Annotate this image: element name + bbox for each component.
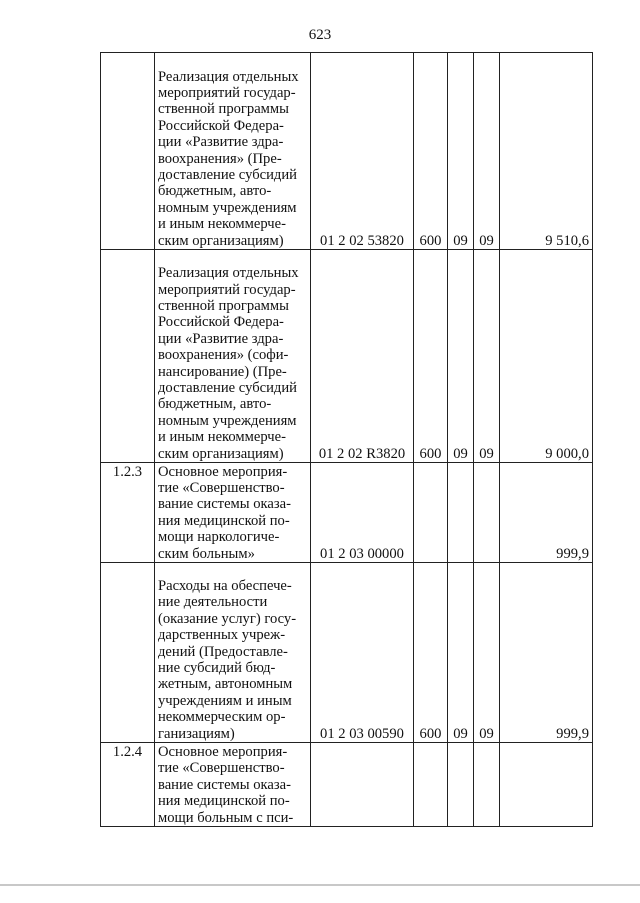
table-row bbox=[101, 53, 593, 250]
amount-cell: 9 510,6 bbox=[500, 53, 593, 250]
item-name-line: ние деятельности bbox=[158, 594, 268, 611]
item-name-line: и иным некоммерче- bbox=[158, 429, 286, 446]
subsection-cell bbox=[474, 463, 500, 563]
expense-type-cell: 600 bbox=[414, 250, 448, 463]
item-name-line: мероприятий государ- bbox=[158, 281, 296, 298]
amount-cell: 999,9 bbox=[500, 563, 593, 743]
item-name-cell bbox=[155, 53, 311, 250]
item-name-line: воохранения» (софи- bbox=[158, 347, 289, 364]
item-name-line: (оказание услуг) госу- bbox=[158, 610, 297, 627]
item-name-cell bbox=[155, 250, 311, 463]
item-name-line: нансирование) (Пре- bbox=[158, 363, 287, 380]
item-name-line: вание системы оказа- bbox=[158, 496, 291, 513]
target-article-code-cell: 01 2 03 00000 bbox=[311, 463, 414, 563]
scan-edge-strip bbox=[0, 884, 640, 886]
amount-cell: 999,9 bbox=[500, 463, 593, 563]
budget-table bbox=[100, 52, 593, 827]
row-number-cell bbox=[101, 563, 155, 743]
target-article-code-cell: 01 2 02 53820 bbox=[311, 53, 414, 250]
item-name-line: тие «Совершенство- bbox=[158, 479, 285, 496]
page-number: 623 bbox=[308, 27, 332, 43]
item-name-line: ственной программы bbox=[158, 297, 289, 314]
expense-type-cell bbox=[414, 463, 448, 563]
item-name-line: тие «Совершенство- bbox=[158, 760, 285, 777]
item-name-line: дарственных учреж- bbox=[158, 627, 286, 644]
item-name-line: Основное мероприя- bbox=[158, 743, 288, 760]
item-name-line: доставление субсидий bbox=[158, 166, 297, 183]
item-name-line: Реализация отдельных bbox=[158, 68, 299, 85]
item-name-line: ции «Развитие здра- bbox=[158, 134, 284, 151]
row-number-cell: 1.2.3 bbox=[101, 463, 155, 563]
expense-type-cell bbox=[414, 743, 448, 827]
row-number-cell bbox=[101, 53, 155, 250]
item-name-line: ции «Развитие здра- bbox=[158, 330, 284, 347]
item-name-line: ским организациям) bbox=[158, 445, 284, 462]
item-name-line: вание системы оказа- bbox=[158, 776, 291, 793]
expense-type-cell: 600 bbox=[414, 53, 448, 250]
item-name-line: дений (Предоставле- bbox=[158, 643, 288, 660]
item-name-line: ским организациям) bbox=[158, 232, 284, 249]
subsection-cell: 09 bbox=[474, 250, 500, 463]
target-article-code-cell: 01 2 02 R3820 bbox=[311, 250, 414, 463]
item-name-line: мероприятий государ- bbox=[158, 84, 296, 101]
item-name-line: ние субсидий бюд- bbox=[158, 659, 276, 676]
table-row bbox=[101, 563, 593, 743]
item-name-line: некоммерческим ор- bbox=[158, 709, 286, 726]
section-cell: 09 bbox=[448, 563, 474, 743]
item-name-line: Российской Федера- bbox=[158, 117, 284, 134]
target-article-code-cell bbox=[311, 743, 414, 827]
item-name-line: мощи больным с пси- bbox=[158, 809, 294, 826]
table-row bbox=[101, 743, 593, 827]
target-article-code-cell: 01 2 03 00590 bbox=[311, 563, 414, 743]
item-name-line: Российской Федера- bbox=[158, 314, 284, 331]
item-name-line: Основное мероприя- bbox=[158, 463, 288, 480]
item-name-cell bbox=[155, 563, 311, 743]
item-name-cell bbox=[155, 743, 311, 827]
item-name-line: номным учреждениям bbox=[158, 412, 297, 429]
amount-cell: 9 000,0 bbox=[500, 250, 593, 463]
item-name-line: ния медицинской по- bbox=[158, 512, 290, 529]
item-name-cell bbox=[155, 463, 311, 563]
table-row bbox=[101, 463, 593, 563]
item-name-line: ния медицинской по- bbox=[158, 793, 290, 810]
item-name-line: ским больным» bbox=[158, 545, 255, 562]
section-cell: 09 bbox=[448, 250, 474, 463]
item-name-line: бюджетным, авто- bbox=[158, 183, 272, 200]
budget-table-body bbox=[101, 53, 593, 827]
subsection-cell: 09 bbox=[474, 563, 500, 743]
item-name-line: ственной программы bbox=[158, 101, 289, 118]
table-row bbox=[101, 250, 593, 463]
item-name-line: мощи наркологиче- bbox=[158, 529, 280, 546]
expense-type-cell: 600 bbox=[414, 563, 448, 743]
item-name-line: Реализация отдельных bbox=[158, 265, 299, 282]
amount-cell bbox=[500, 743, 593, 827]
section-cell bbox=[448, 743, 474, 827]
item-name-line: воохранения» (Пре- bbox=[158, 150, 282, 167]
row-number-cell bbox=[101, 250, 155, 463]
section-cell: 09 bbox=[448, 53, 474, 250]
section-cell bbox=[448, 463, 474, 563]
item-name-line: Расходы на обеспече- bbox=[158, 577, 292, 594]
subsection-cell: 09 bbox=[474, 53, 500, 250]
item-name-line: бюджетным, авто- bbox=[158, 396, 272, 413]
item-name-line: жетным, автономным bbox=[158, 676, 293, 693]
row-number-cell: 1.2.4 bbox=[101, 743, 155, 827]
item-name-line: учреждениям и иным bbox=[158, 692, 292, 709]
item-name-line: номным учреждениям bbox=[158, 199, 297, 216]
item-name-line: доставление субсидий bbox=[158, 379, 297, 396]
subsection-cell bbox=[474, 743, 500, 827]
item-name-line: и иным некоммерче- bbox=[158, 216, 286, 233]
item-name-line: ганизациям) bbox=[158, 725, 235, 742]
